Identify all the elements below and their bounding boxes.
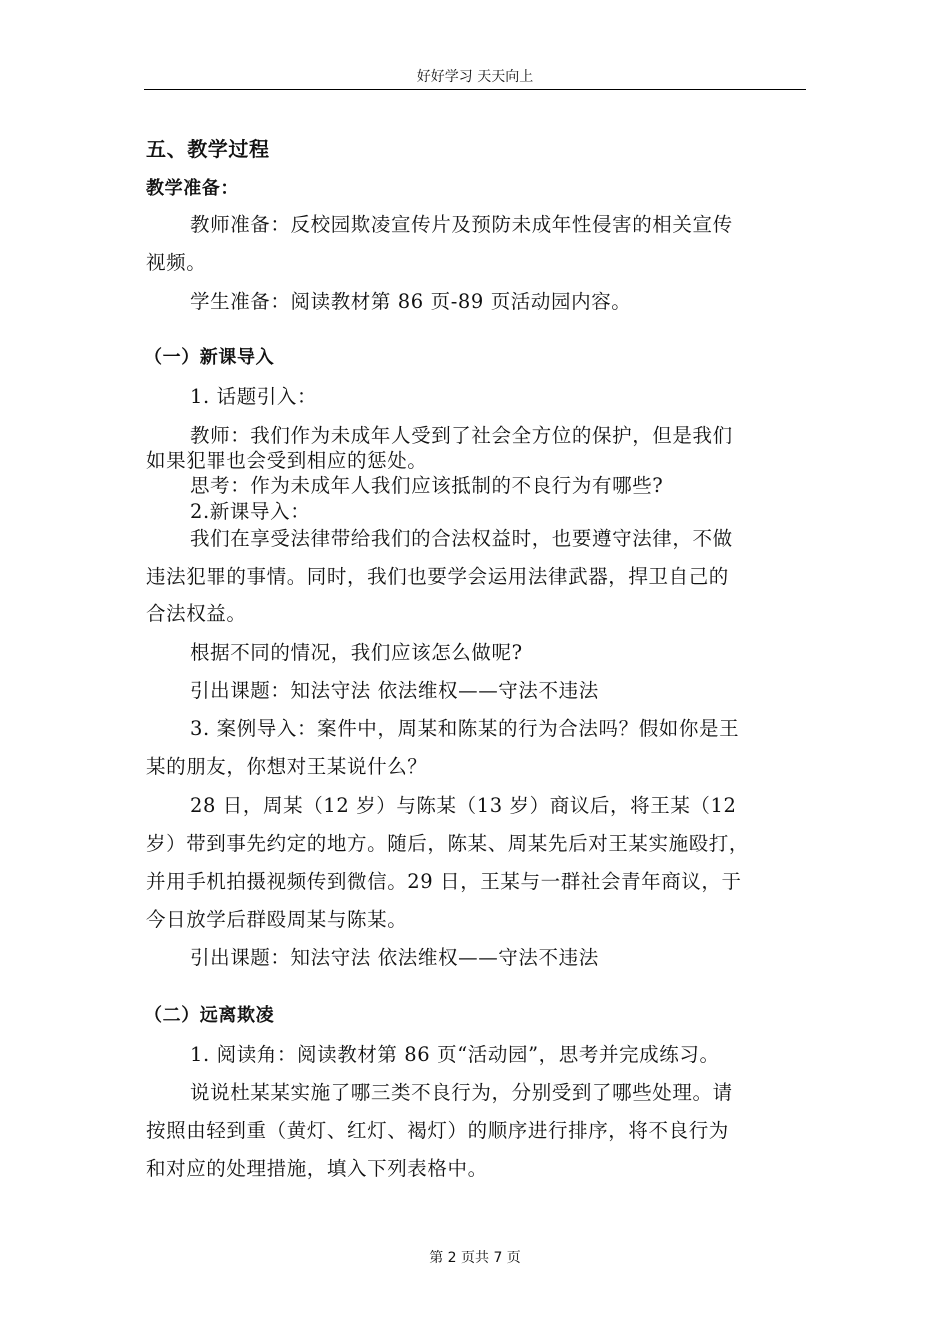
student-prep: 学生准备：阅读教材第 86 页-89 页活动园内容。	[190, 290, 632, 313]
case-line-1: 28 日，周某（12 岁）与陈某（13 岁）商议后，将王某（12	[190, 794, 737, 817]
new-lesson-line-3: 合法权益。	[146, 602, 247, 625]
part1-title: （一）新课导入	[144, 347, 275, 368]
reading-line-1: 说说杜某某实施了哪三类不良行为，分别受到了哪些处理。请	[190, 1081, 733, 1104]
case-intro-line-1: 3. 案例导入：案件中，周某和陈某的行为合法吗？假如你是王	[190, 717, 740, 740]
think-question: 思考：作为未成年人我们应该抵制的不良行为有哪些?	[190, 474, 664, 497]
prep-title: 教学准备：	[146, 178, 239, 199]
teacher-prep-line-1: 教师准备：反校园欺凌宣传片及预防未成年性侵害的相关宣传	[190, 213, 733, 236]
teacher-prep-line-2: 视频。	[146, 251, 207, 274]
lesson-topic-1: 引出课题：知法守法 依法维权——守法不违法	[190, 679, 599, 702]
teacher-remark-line-2: 如果犯罪也会受到相应的惩处。	[146, 449, 428, 472]
lesson-topic-2: 引出课题：知法守法 依法维权——守法不违法	[190, 946, 599, 969]
page-footer: 第 2 页共 7 页	[429, 1250, 521, 1266]
new-lesson-label: 2.新课导入：	[190, 500, 311, 523]
reading-line-3: 和对应的处理措施，填入下列表格中。	[146, 1157, 488, 1180]
case-intro-line-2: 某的朋友，你想对王某说什么？	[146, 755, 428, 778]
new-lesson-line-2: 违法犯罪的事情。同时，我们也要学会运用法律武器，捍卫自己的	[146, 565, 729, 588]
part2-title: （二）远离欺凌	[144, 1005, 275, 1026]
case-line-4: 今日放学后群殴周某与陈某。	[146, 908, 408, 931]
case-line-2: 岁）带到事先约定的地方。随后，陈某、周某先后对王某实施殴打，	[146, 832, 750, 855]
header-rule	[144, 89, 806, 90]
case-line-3: 并用手机拍摄视频传到微信。29 日，王某与一群社会青年商议，于	[146, 870, 742, 893]
page-header: 好好学习 天天向上	[416, 69, 534, 85]
topic-intro-label: 1. 话题引入：	[190, 385, 318, 408]
teacher-remark-line-1: 教师：我们作为未成年人受到了社会全方位的保护，但是我们	[190, 424, 733, 447]
section-title: 五、教学过程	[146, 137, 270, 161]
reading-line-2: 按照由轻到重（黄灯、红灯、褐灯）的顺序进行排序，将不良行为	[146, 1119, 729, 1142]
situation-question: 根据不同的情况，我们应该怎么做呢?	[190, 641, 523, 664]
reading-corner-label: 1. 阅读角：阅读教材第 86 页“活动园”，思考并完成练习。	[190, 1043, 720, 1066]
new-lesson-line-1: 我们在享受法律带给我们的合法权益时，也要遵守法律，不做	[190, 527, 733, 550]
